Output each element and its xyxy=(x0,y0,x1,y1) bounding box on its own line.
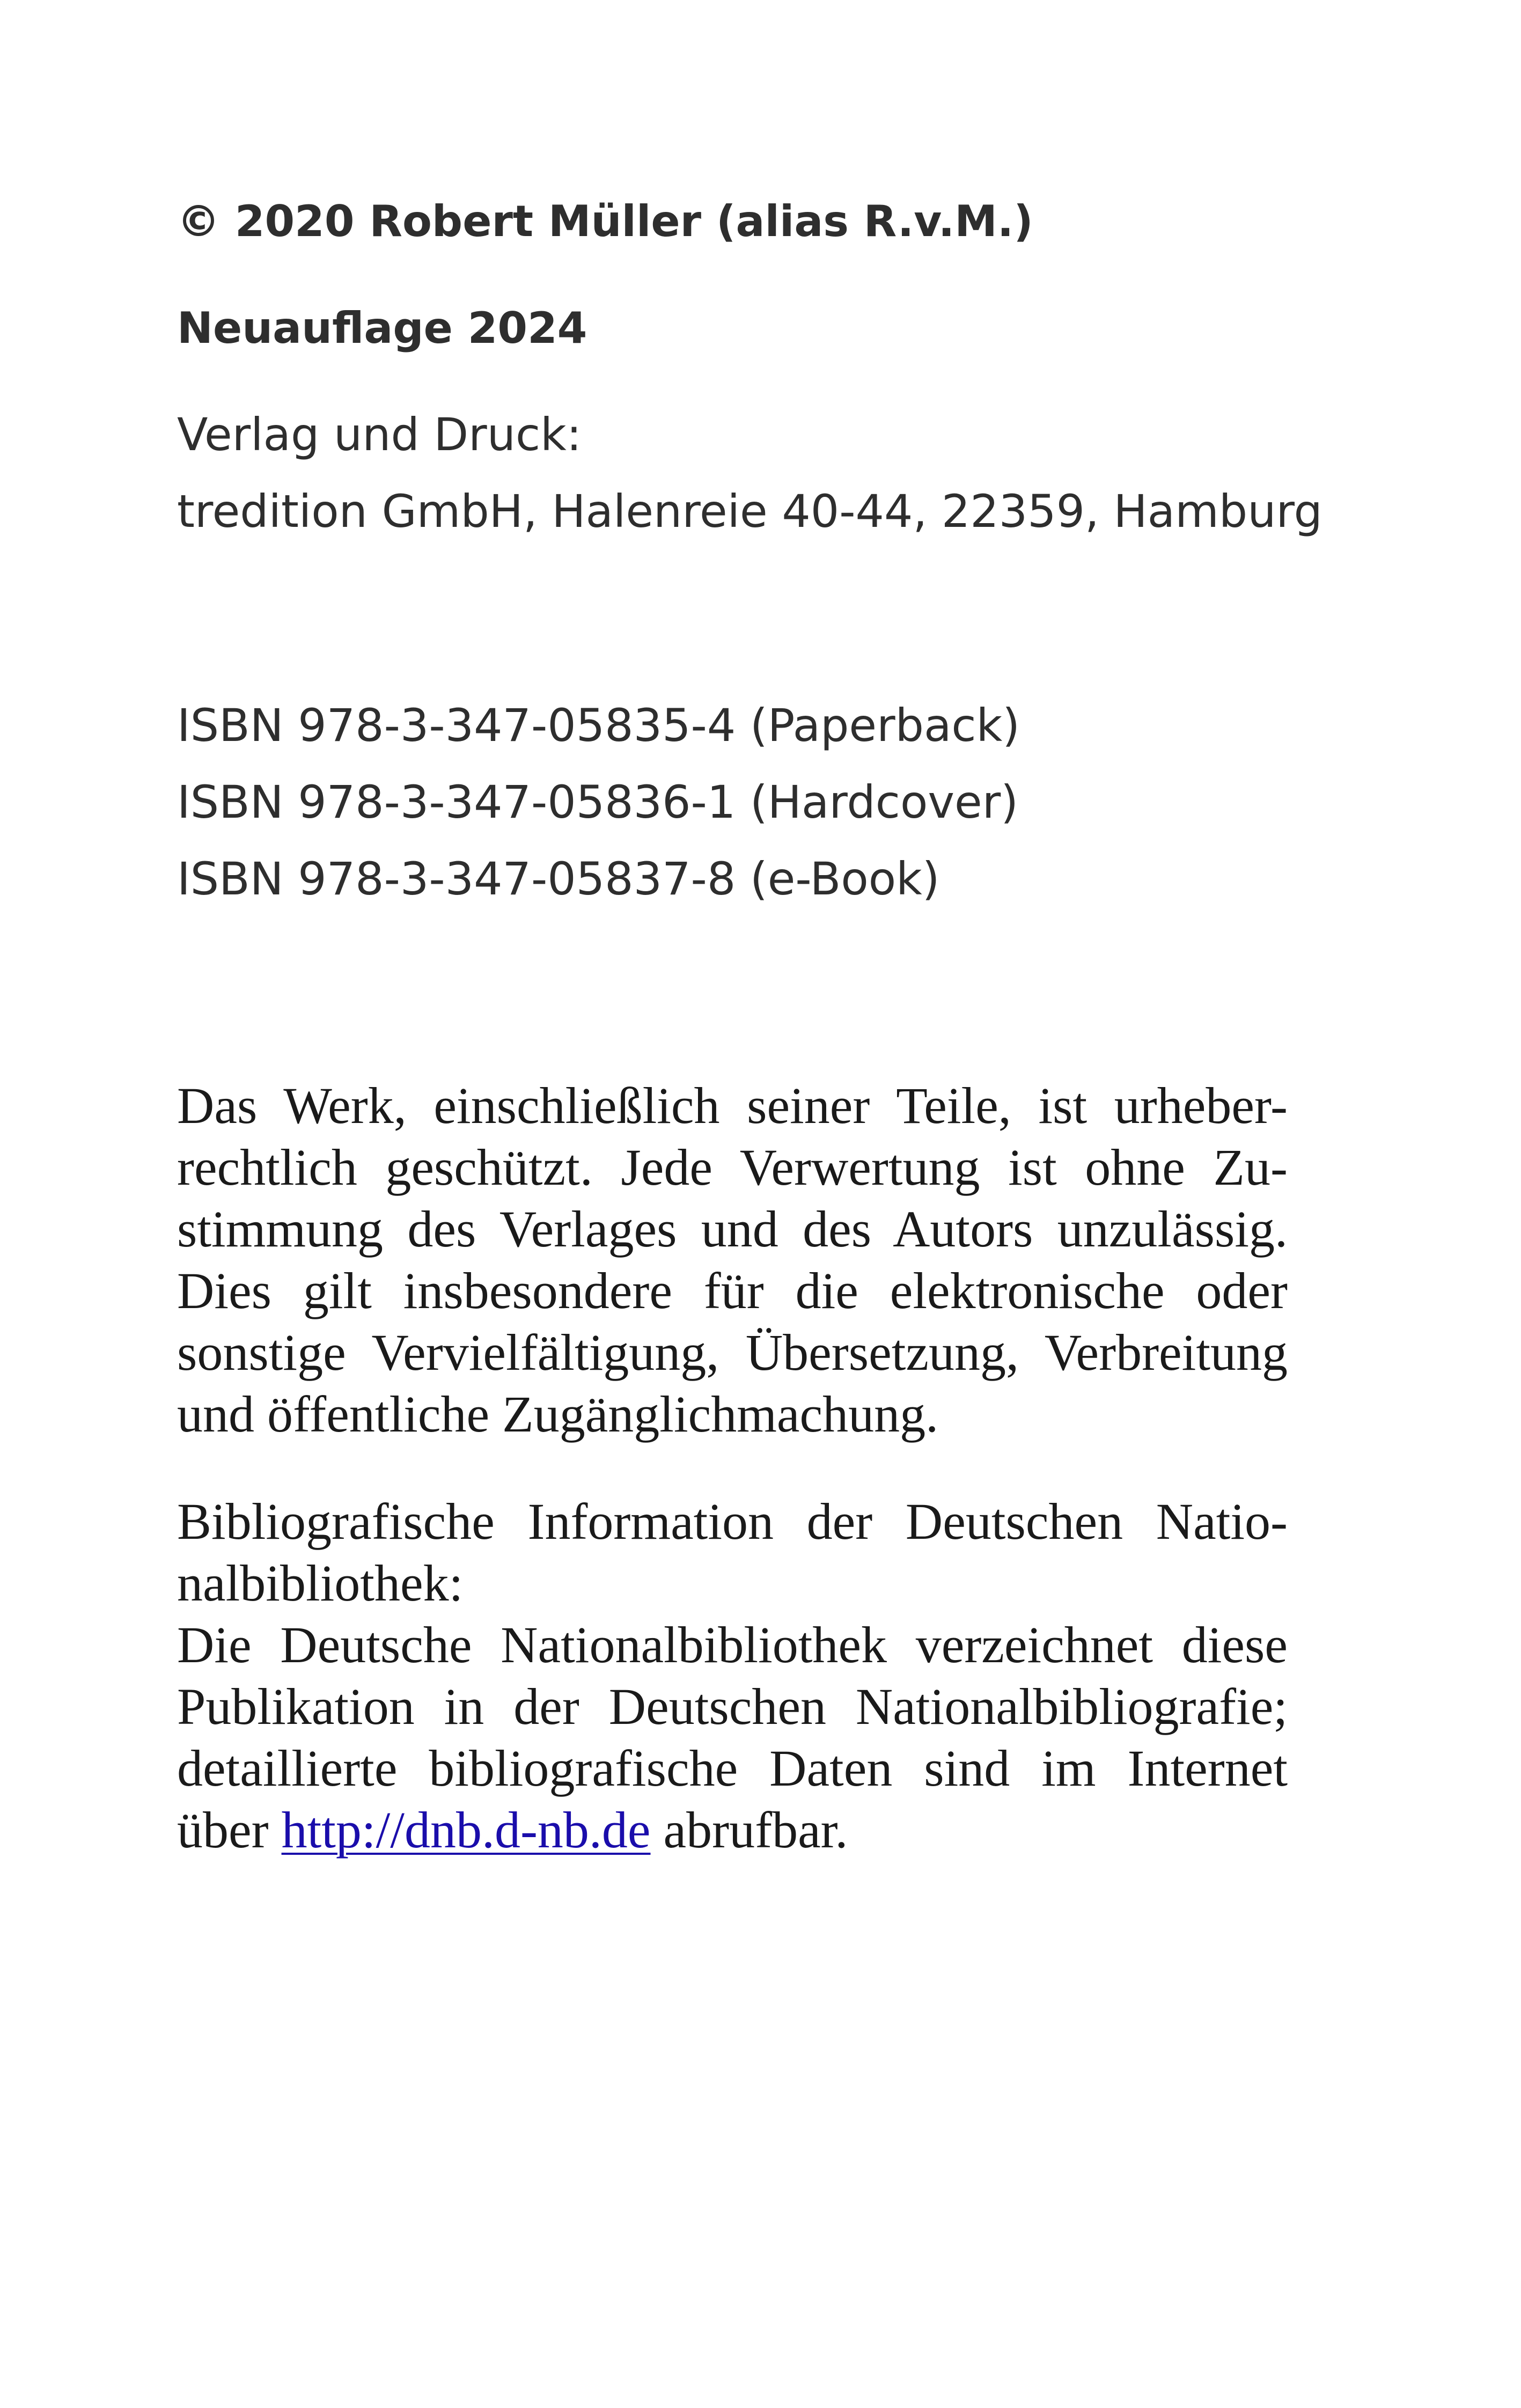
isbn-hardcover: ISBN 978-3-347-05836-1 (Hardcover) xyxy=(177,776,1019,828)
publisher-address: tredition GmbH, Halenreie 40-44, 22359, Hamburg xyxy=(177,485,1322,538)
rights-line: und öffentliche Zugänglichmachung. xyxy=(177,1385,939,1443)
bibliographic-info xyxy=(177,1491,1288,1861)
edition-line: Neuauflage 2024 xyxy=(177,303,587,353)
biblio-line: Die Deutsche Nationalbibliothek verzeichnet diese xyxy=(177,1616,1288,1673)
isbn-paperback: ISBN 978-3-347-05835-4 (Paperback) xyxy=(177,699,1020,752)
biblio-last-line xyxy=(177,1799,1288,1861)
rights-notice xyxy=(177,1075,1288,1445)
rights-line: Das Werk, einschließlich seiner Teile, ist urheber- xyxy=(177,1077,1288,1134)
biblio-line: Bibliografische Information der Deutschen Natio- xyxy=(177,1493,1288,1550)
rights-line: sonstige Vervielfältigung, Übersetzung, Verbreitung xyxy=(177,1324,1288,1381)
publisher-label: Verlag und Druck: xyxy=(177,408,582,461)
biblio-suffix: abrufbar. xyxy=(650,1801,848,1859)
isbn-ebook: ISBN 978-3-347-05837-8 (e-Book) xyxy=(177,853,940,905)
biblio-line: nalbibliothek: xyxy=(177,1554,464,1612)
biblio-line: detaillierte bibliografische Daten sind im Internet xyxy=(177,1739,1288,1797)
rights-line: stimmung des Verlages und des Autors unzulässig. xyxy=(177,1200,1288,1258)
biblio-prefix: über xyxy=(177,1801,282,1859)
rights-line: Dies gilt insbesondere für die elektronische oder xyxy=(177,1262,1288,1319)
dnb-link[interactable]: http://dnb.d-nb.de xyxy=(281,1801,651,1859)
rights-line: rechtlich geschützt. Jede Verwertung ist ohne Zu- xyxy=(177,1139,1288,1196)
copyright-line: © 2020 Robert Müller (alias R.v.M.) xyxy=(177,196,1033,246)
biblio-line: Publikation in der Deutschen Nationalbibliografie; xyxy=(177,1678,1288,1735)
